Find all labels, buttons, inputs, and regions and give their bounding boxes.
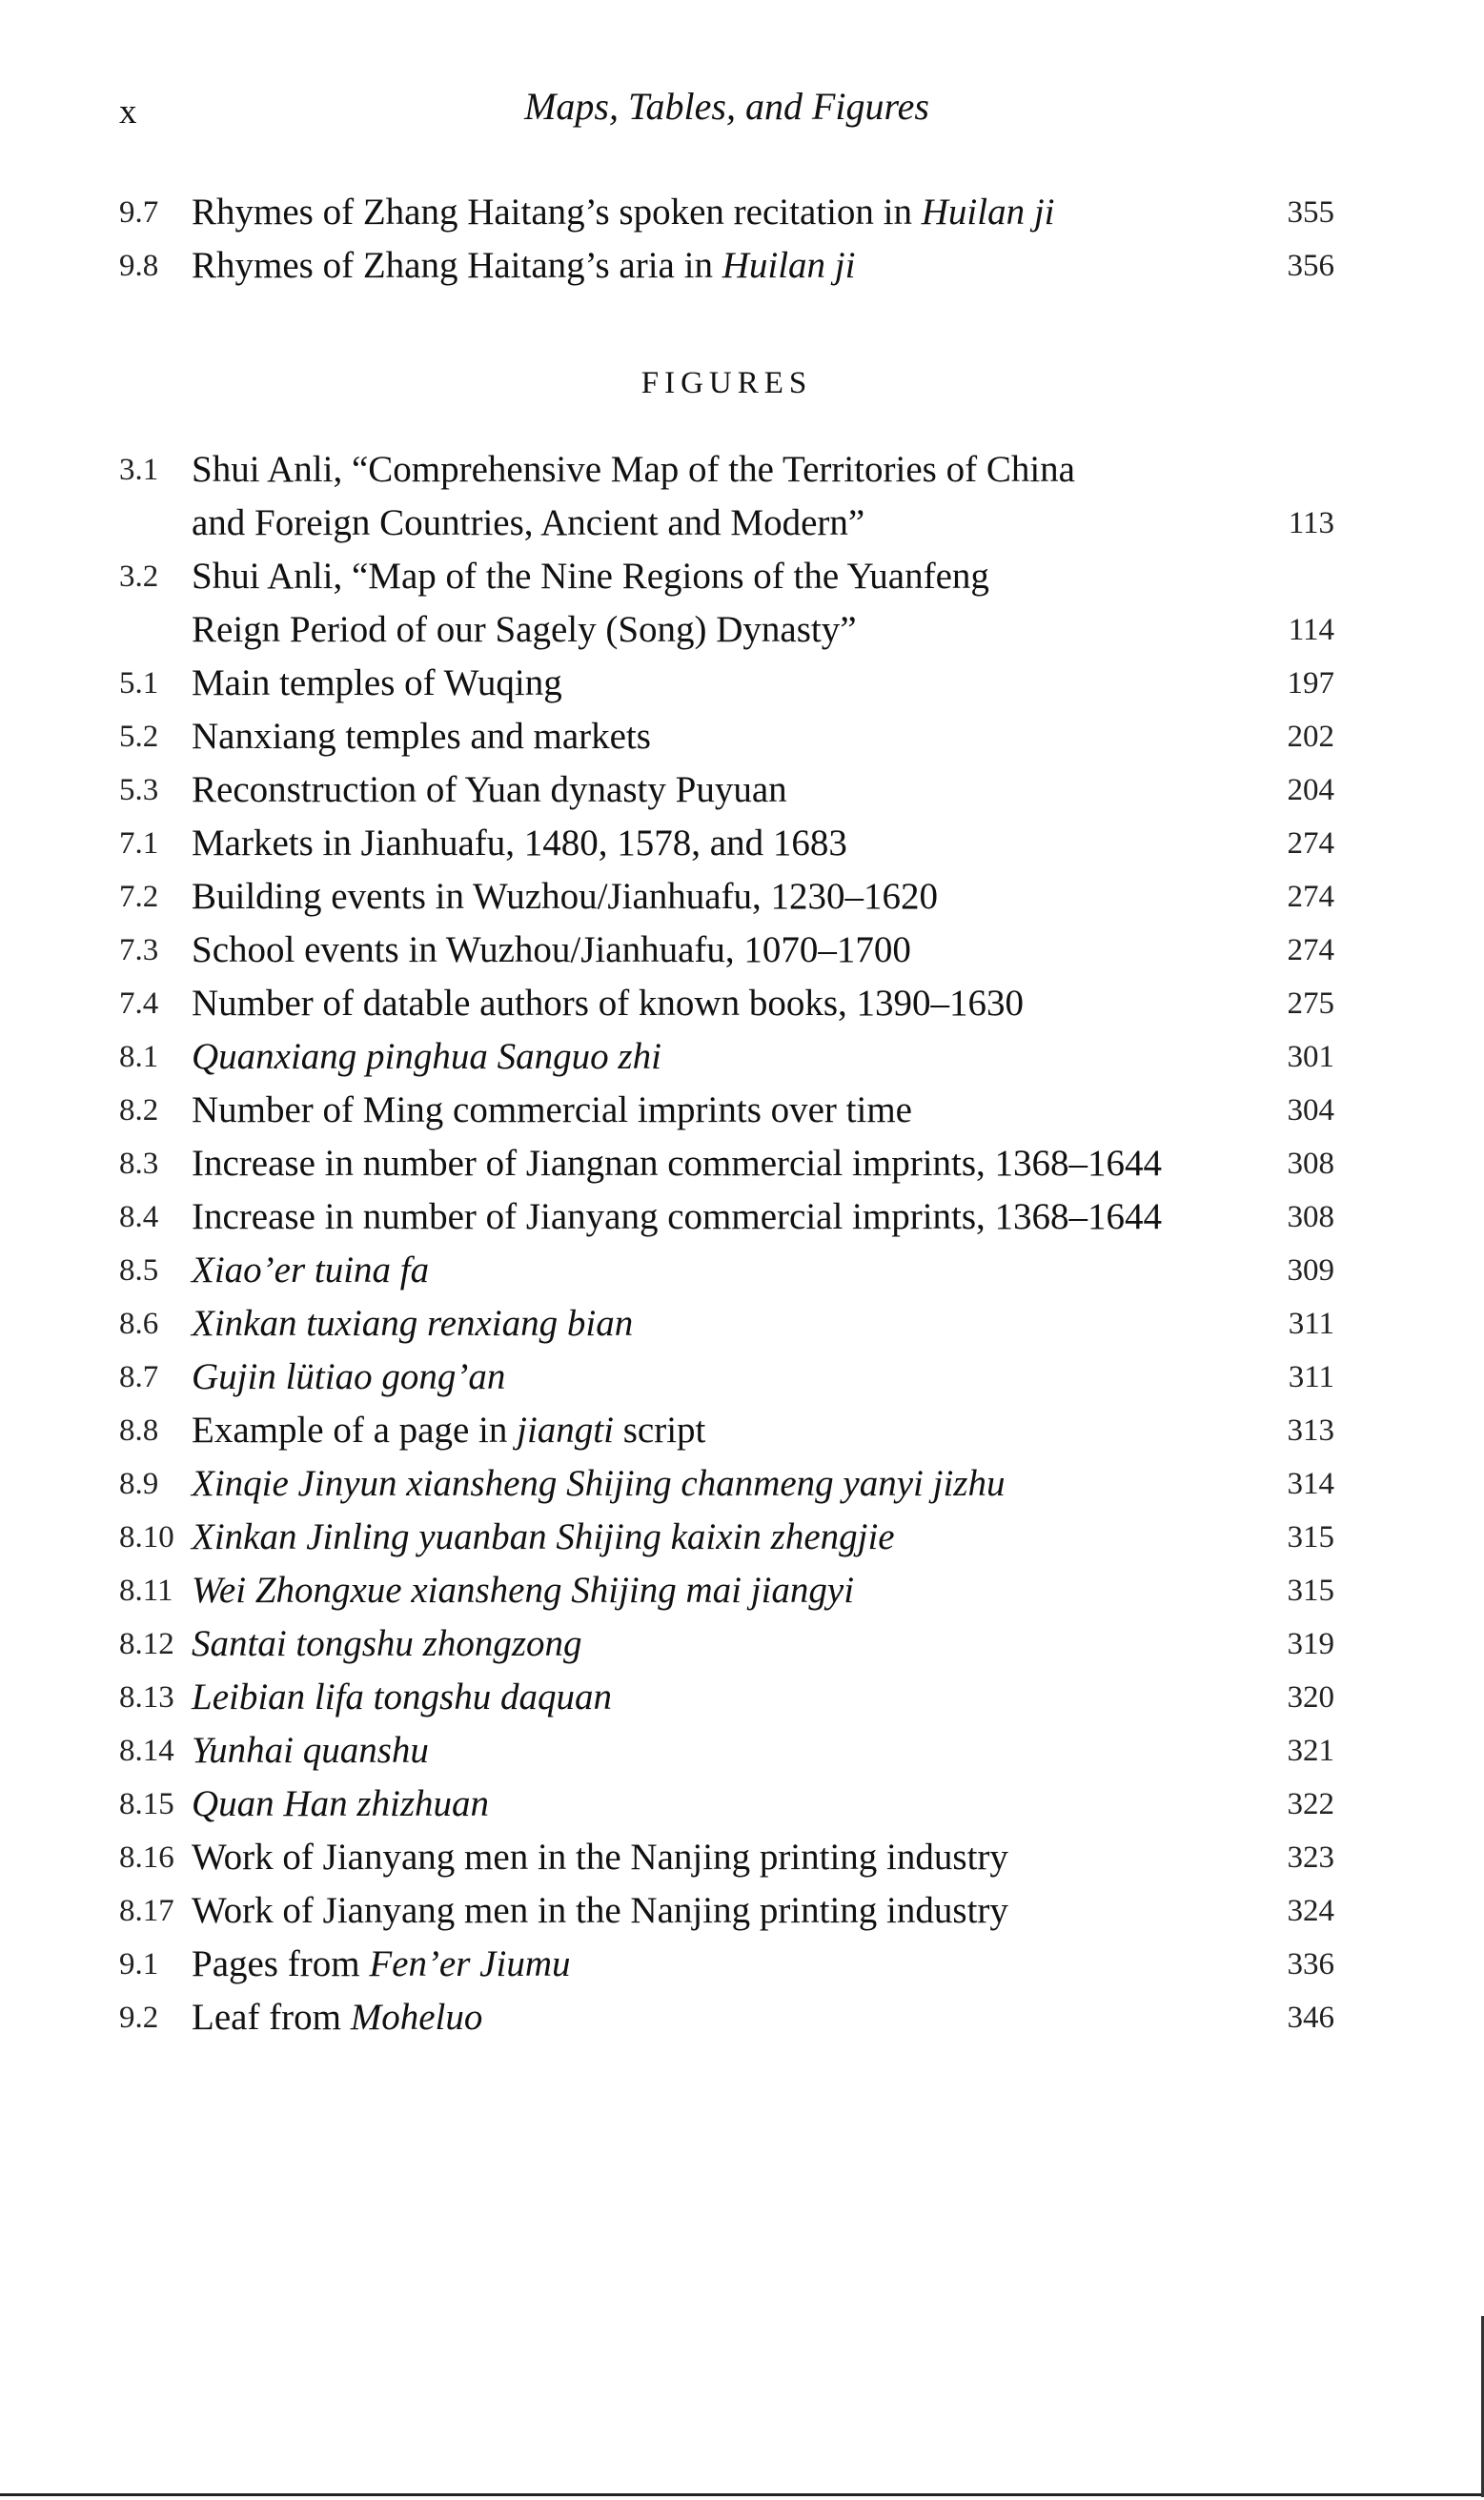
entry-page-number: 308 — [1287, 1200, 1334, 1234]
entry-page-number: 113 — [1288, 506, 1334, 540]
entry-title: Shui Anli, “Map of the Nine Regions of the Yuanfeng — [192, 556, 989, 597]
entry-number: 7.2 — [119, 880, 159, 914]
entry-page-number: 274 — [1287, 933, 1334, 967]
entry-page-number: 311 — [1288, 1360, 1334, 1394]
entry-number: 8.6 — [119, 1307, 159, 1341]
entry-title: Yunhai quanshu — [192, 1730, 429, 1771]
entry-title: Increase in number of Jiangnan commercial imprints, 1368–1644 — [192, 1143, 1163, 1184]
list-item — [119, 1351, 1334, 1404]
entry-title: Santai tongshu zhongzong — [192, 1623, 582, 1664]
entry-title: Gujin lütiao gong’an — [192, 1356, 506, 1397]
entry-number: 3.2 — [119, 559, 159, 594]
entry-number: 9.7 — [119, 195, 159, 230]
entry-title: Building events in Wuzhou/Jianhuafu, 1230–1620 — [192, 876, 939, 917]
entry-number: 5.1 — [119, 666, 159, 701]
entry-page-number: 323 — [1287, 1840, 1334, 1875]
list-item — [119, 1778, 1334, 1831]
entry-title: Markets in Jianhuafu, 1480, 1578, and 1683 — [192, 823, 847, 864]
entry-number: 8.17 — [119, 1894, 174, 1928]
entry-number: 8.14 — [119, 1734, 174, 1768]
entry-title: Number of datable authors of known books, 1390–1630 — [192, 983, 1025, 1024]
list-item — [119, 186, 1334, 239]
list-item — [119, 870, 1334, 924]
list-item — [119, 239, 1334, 293]
entry-page-number: 346 — [1287, 2001, 1334, 2035]
list-item — [119, 443, 1334, 550]
entry-title: Increase in number of Jianyang commercial imprints, 1368–1644 — [192, 1196, 1163, 1237]
list-item — [119, 1244, 1334, 1297]
entry-title: Leaf from Moheluo — [192, 1997, 483, 2038]
list-item — [119, 763, 1334, 817]
entry-number: 8.11 — [119, 1574, 173, 1608]
running-head-title: Maps, Tables, and Figures — [524, 85, 929, 128]
entry-title: Leibian lifa tongshu daquan — [192, 1677, 612, 1717]
entry-page-number: 321 — [1287, 1734, 1334, 1768]
entry-number: 5.2 — [119, 720, 159, 754]
entry-title: Number of Ming commercial imprints over time — [192, 1089, 912, 1130]
entry-title: Reconstruction of Yuan dynasty Puyuan — [192, 769, 787, 810]
entry-number: 9.2 — [119, 2001, 159, 2035]
entry-page-number: 315 — [1287, 1574, 1334, 1608]
list-item — [119, 924, 1334, 977]
entry-page-number: 197 — [1287, 666, 1334, 701]
entry-page-number: 308 — [1287, 1147, 1334, 1181]
entry-number: 8.8 — [119, 1413, 159, 1448]
entry-number: 8.2 — [119, 1093, 159, 1128]
entry-title: Xiao’er tuina fa — [192, 1250, 430, 1291]
list-item — [119, 1938, 1334, 1991]
entry-page-number: 202 — [1287, 720, 1334, 754]
figures-section-heading: FIGURES — [640, 366, 813, 400]
entry-page-number: 324 — [1287, 1894, 1334, 1928]
list-item — [119, 1724, 1334, 1778]
page-bottom-edge — [0, 2493, 1484, 2496]
entry-title: Nanxiang temples and markets — [192, 716, 651, 757]
list-item — [119, 1297, 1334, 1351]
entry-number: 8.1 — [119, 1040, 159, 1074]
entry-page-number: 320 — [1287, 1680, 1334, 1715]
tables-list-continued — [119, 186, 1334, 293]
entry-page-number: 355 — [1287, 195, 1334, 230]
entry-title: School events in Wuzhou/Jianhuafu, 1070–1700 — [192, 929, 911, 970]
entry-title: Xinkan Jinling yuanban Shijing kaixin zhengjie — [192, 1516, 895, 1557]
entry-number: 3.1 — [119, 453, 159, 487]
entry-number: 7.3 — [119, 933, 159, 967]
entry-page-number: 274 — [1287, 826, 1334, 861]
entry-page-number: 204 — [1287, 773, 1334, 807]
entry-number: 7.4 — [119, 986, 159, 1021]
list-item — [119, 1831, 1334, 1884]
entry-page-number: 274 — [1287, 880, 1334, 914]
entry-title: Quanxiang pinghua Sanguo zhi — [192, 1036, 661, 1077]
list-item — [119, 977, 1334, 1030]
entry-title: Main temples of Wuqing — [192, 662, 562, 703]
entry-page-number: 309 — [1287, 1253, 1334, 1288]
entry-number: 8.7 — [119, 1360, 159, 1394]
entry-number: 7.1 — [119, 826, 159, 861]
entry-page-number: 114 — [1288, 613, 1334, 647]
entry-page-number: 313 — [1287, 1413, 1334, 1448]
entry-title: Rhymes of Zhang Haitang’s spoken recitation in Huilan ji — [192, 192, 1055, 233]
running-head — [119, 84, 1334, 141]
list-item — [119, 1671, 1334, 1724]
entry-number: 8.12 — [119, 1627, 174, 1661]
entry-title: Pages from Fen’er Jiumu — [192, 1943, 571, 1984]
entry-number: 8.16 — [119, 1840, 174, 1875]
entry-page-number: 315 — [1287, 1520, 1334, 1555]
entry-number: 9.8 — [119, 249, 159, 283]
list-item — [119, 710, 1334, 763]
entry-number: 8.15 — [119, 1787, 174, 1821]
entry-number: 8.9 — [119, 1467, 159, 1501]
entry-title-continued: and Foreign Countries, Ancient and Modern” — [192, 502, 865, 543]
entry-title: Xinkan tuxiang renxiang bian — [192, 1303, 634, 1344]
figures-list — [119, 443, 1334, 2044]
list-item — [119, 1137, 1334, 1190]
entry-page-number: 319 — [1287, 1627, 1334, 1661]
entry-page-number: 356 — [1287, 249, 1334, 283]
entry-title-continued: Reign Period of our Sagely (Song) Dynasty” — [192, 609, 857, 650]
list-item — [119, 657, 1334, 710]
list-item — [119, 1884, 1334, 1938]
list-item — [119, 1991, 1334, 2044]
page-folio: x — [119, 92, 138, 132]
entry-page-number: 301 — [1287, 1040, 1334, 1074]
entry-title: Shui Anli, “Comprehensive Map of the Territories of China — [192, 449, 1075, 490]
list-item — [119, 1564, 1334, 1617]
entry-title: Xinqie Jinyun xiansheng Shijing chanmeng yanyi jizhu — [192, 1463, 1006, 1504]
entry-number: 8.10 — [119, 1520, 174, 1555]
entry-title: Wei Zhongxue xiansheng Shijing mai jiangyi — [192, 1570, 855, 1611]
list-item — [119, 1617, 1334, 1671]
entry-number: 8.4 — [119, 1200, 159, 1234]
list-item — [119, 1084, 1334, 1137]
entry-title: Quan Han zhizhuan — [192, 1783, 490, 1824]
list-item — [119, 1511, 1334, 1564]
entry-number: 8.13 — [119, 1680, 174, 1715]
list-item — [119, 550, 1334, 657]
entry-page-number: 336 — [1287, 1947, 1334, 1982]
entry-title: Work of Jianyang men in the Nanjing printing industry — [192, 1890, 1008, 1931]
entry-page-number: 275 — [1287, 986, 1334, 1021]
entry-number: 5.3 — [119, 773, 159, 807]
list-item — [119, 1457, 1334, 1511]
entry-page-number: 304 — [1287, 1093, 1334, 1128]
page-edge-shadow — [1472, 2316, 1484, 2497]
entry-page-number: 311 — [1288, 1307, 1334, 1341]
entry-number: 9.1 — [119, 1947, 159, 1982]
list-item — [119, 1030, 1334, 1084]
entry-page-number: 314 — [1287, 1467, 1334, 1501]
entry-title: Rhymes of Zhang Haitang’s aria in Huilan ji — [192, 245, 856, 286]
list-item — [119, 1190, 1334, 1244]
list-item — [119, 817, 1334, 870]
entry-number: 8.3 — [119, 1147, 159, 1181]
list-item — [119, 1404, 1334, 1457]
entry-number: 8.5 — [119, 1253, 159, 1288]
entry-page-number: 322 — [1287, 1787, 1334, 1821]
entry-title: Example of a page in jiangti script — [192, 1410, 706, 1451]
entry-title: Work of Jianyang men in the Nanjing printing industry — [192, 1837, 1008, 1878]
